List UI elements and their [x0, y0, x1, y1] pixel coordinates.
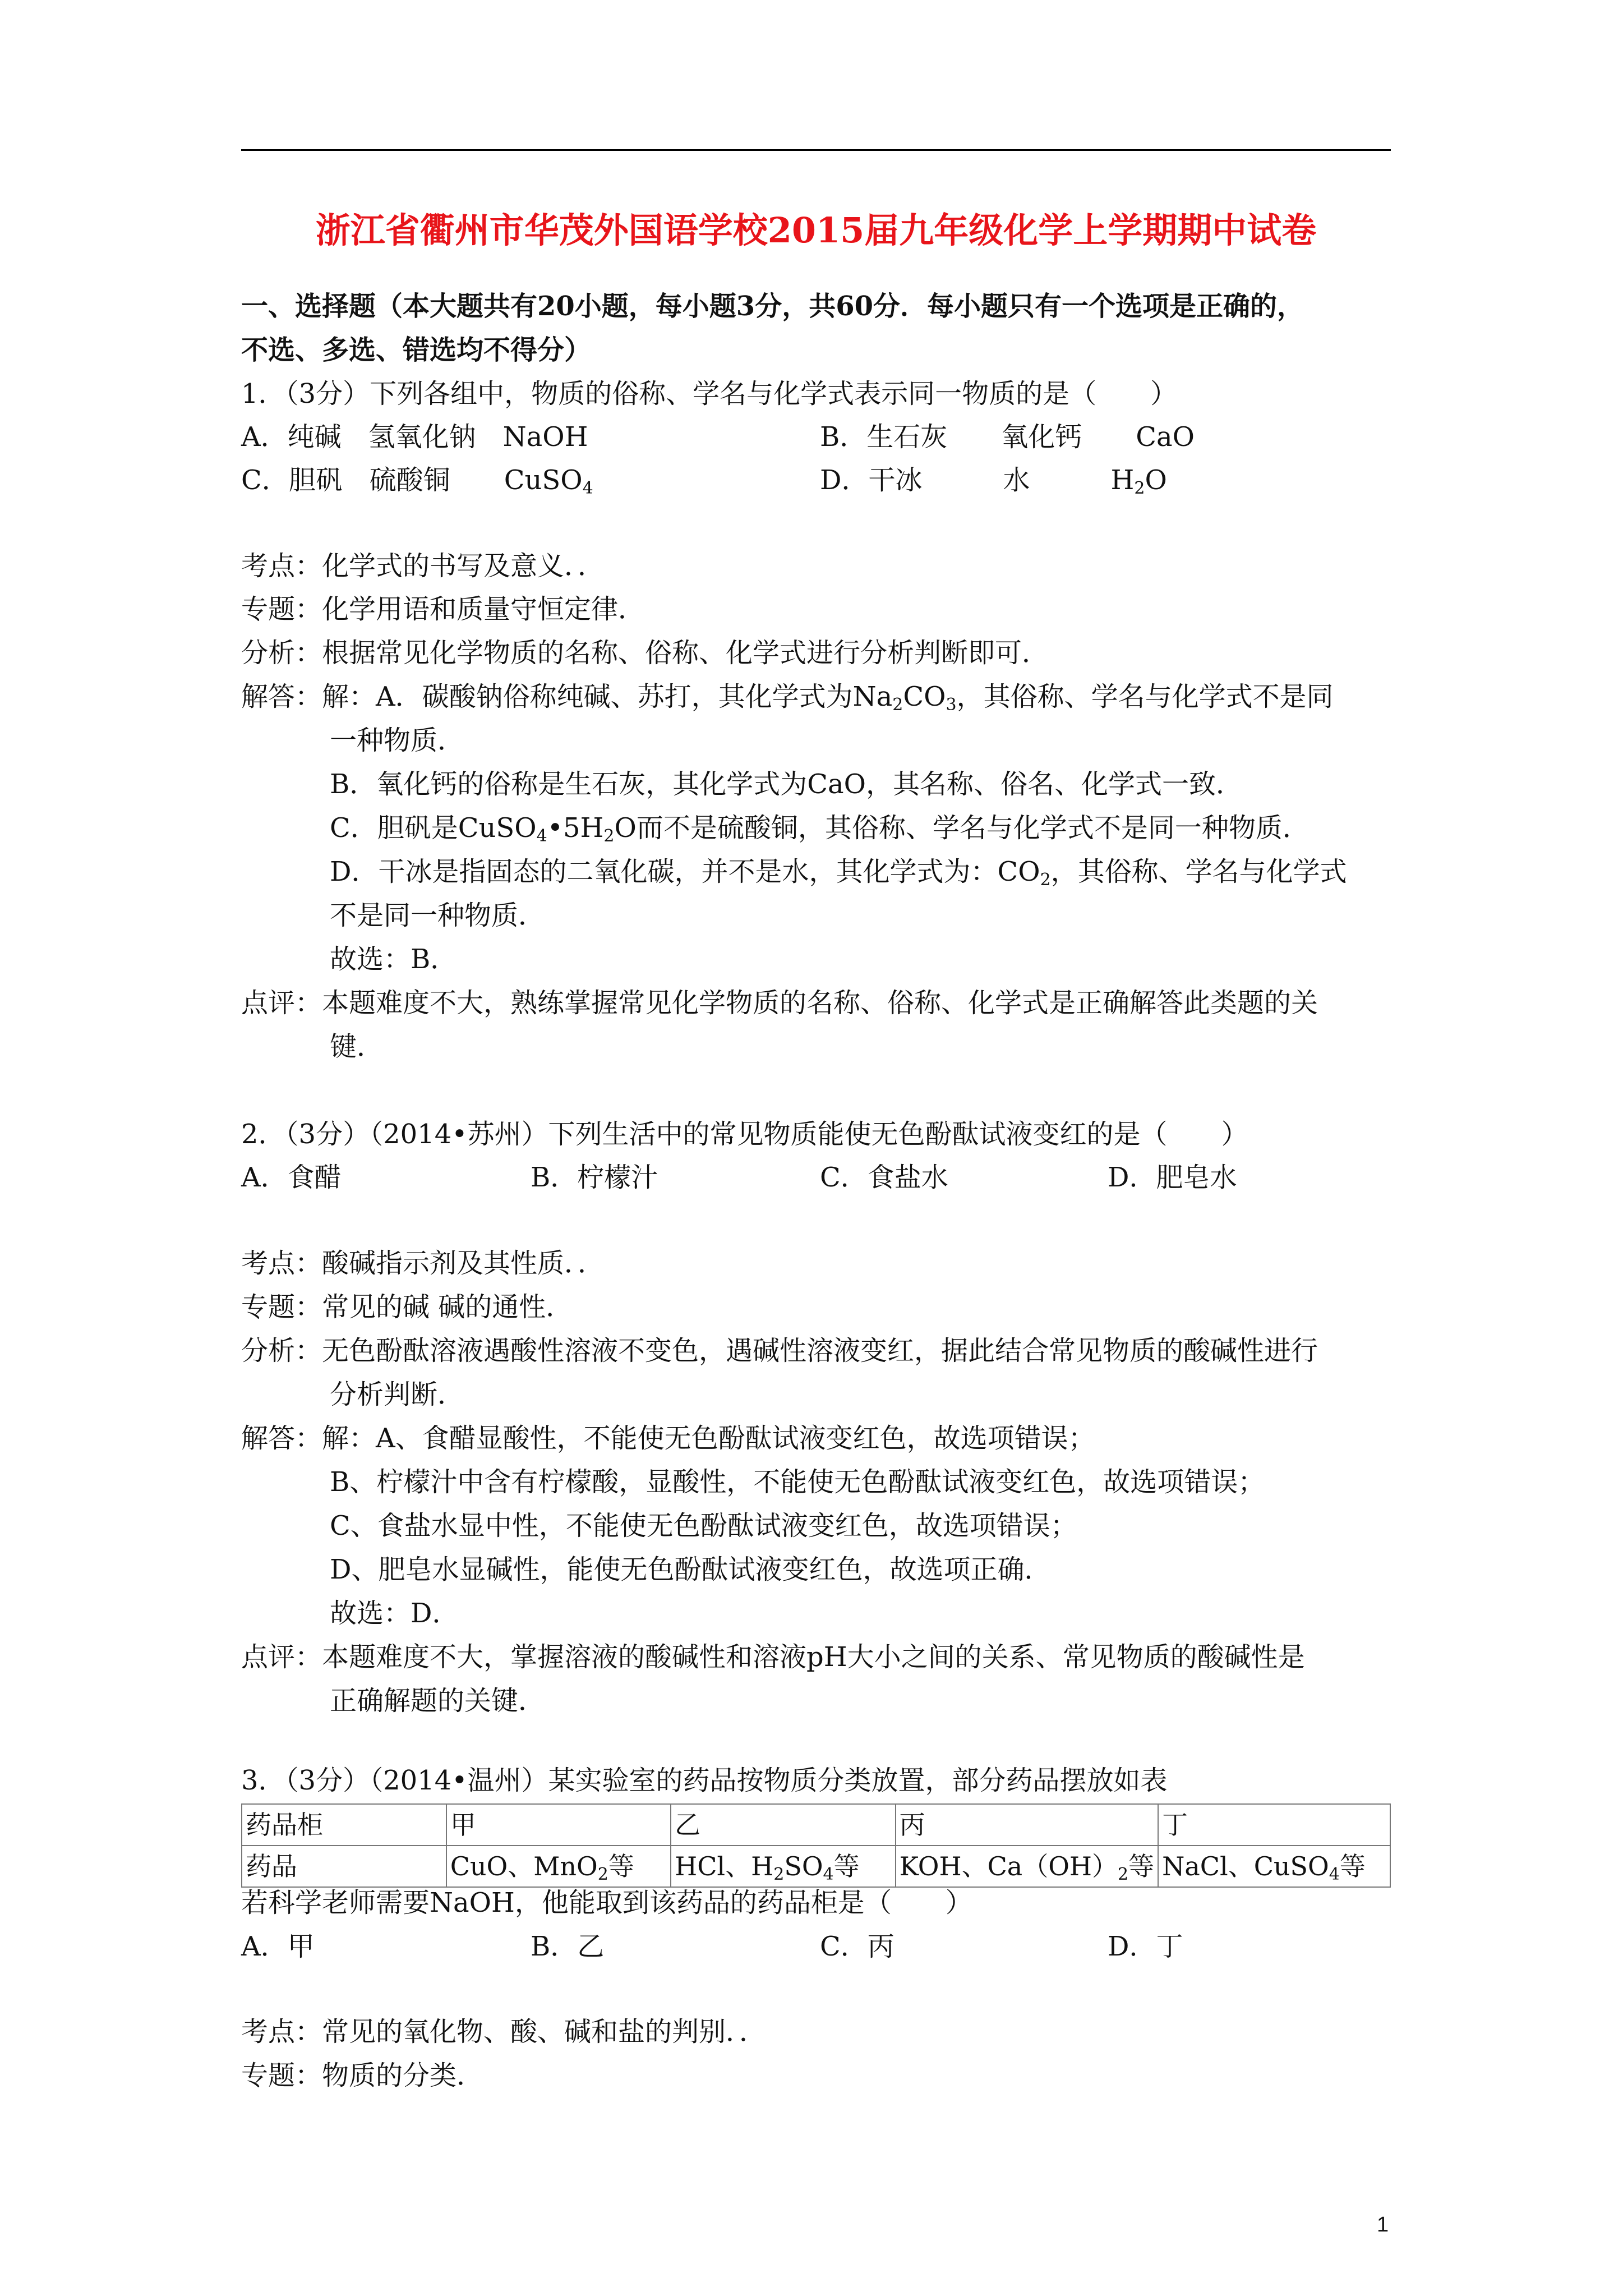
section-heading-line2: 不选、多选、错选均不得分） [241, 334, 592, 366]
q2-answer-line1: 解答：解：A、食醋显酸性，不能使无色酚酞试液变红色，故选项错误； [241, 1423, 1095, 1454]
q3-option-a: A．甲 [241, 1931, 315, 1962]
q3-option-d: D．丁 [1108, 1931, 1183, 1962]
table-header-cell: 甲 [446, 1804, 671, 1846]
q1-option-a: A．纯碱 氢氧化钠 NaOH [241, 421, 588, 453]
q3-question: 若科学老师需要NaOH，他能取到该药品的药品柜是（ ） [241, 1887, 972, 1918]
q2-analysis-line1: 分析：无色酚酞溶液遇酸性溶液不变色，遇碱性溶液变红，据此结合常见物质的酸碱性进行 [241, 1335, 1318, 1366]
q1-answer-line5: D．干冰是指固态的二氧化碳，并不是水，其化学式为：$CO_2$，其俗称、学名与化学式 [330, 856, 1347, 890]
q1-option-d: D．干冰 水 $H_2O$ [820, 464, 1167, 498]
table-cell: CuO、MnO$_2$等 [446, 1846, 671, 1887]
table-row [242, 1846, 1390, 1887]
table-cell: KOH、$Ca(OH)_2$等 [896, 1846, 1159, 1887]
q1-option-b: B．生石灰 氧化钙 CaO [820, 421, 1195, 453]
q1-answer-line2: 一种物质． [330, 725, 465, 756]
table-cell: HCl、$H_2SO_4$等 [671, 1846, 896, 1887]
reagent-cabinet-table [241, 1803, 1391, 1888]
q1-answer-choice: 故选：B． [330, 944, 458, 975]
q1-analysis: 分析：根据常见化学物质的名称、俗称、化学式进行分析判断即可． [241, 637, 1049, 669]
q3-stem: 3．（3分）（2014•温州）某实验室的药品按物质分类放置，部分药品摆放如表 [241, 1765, 1168, 1796]
table-cell: 药品 [242, 1846, 446, 1887]
q2-answer-line3: C、食盐水显中性，不能使无色酚酞试液变红色，故选项错误； [330, 1510, 1077, 1542]
q1-option-c: C．胆矾 硫酸铜 CuSO$_4$ [241, 464, 593, 498]
q2-stem: 2．（3分）（2014•苏州）下列生活中的常见物质能使无色酚酞试液变红的是（ ） [241, 1119, 1248, 1150]
table-header-cell: 丁 [1158, 1804, 1390, 1846]
table-header-cell: 丙 [896, 1804, 1159, 1846]
q2-answer-line4: D、肥皂水显碱性，能使无色酚酞试液变红色，故选项正确． [330, 1554, 1052, 1585]
q1-comment-line1: 点评：本题难度不大，熟练掌握常见化学物质的名称、俗称、化学式是正确解答此类题的关 [241, 987, 1318, 1019]
section-heading-line1: 一、选择题（本大题共有20小题，每小题3分，共60分．每小题只有一个选项是正确的， [241, 291, 1304, 322]
table-header-cell: 乙 [671, 1804, 896, 1846]
q3-option-b: B．乙 [531, 1931, 605, 1962]
q3-option-c: C．丙 [820, 1931, 895, 1962]
table-header-row [242, 1804, 1390, 1846]
q1-stem: 1．（3分）下列各组中，物质的俗称、学名与化学式表示同一物质的是（ ） [241, 378, 1178, 409]
q2-option-a: A．食醋 [241, 1162, 342, 1193]
q2-comment-line1: 点评：本题难度不大，掌握溶液的酸碱性和溶液pH大小之间的关系、常见物质的酸碱性是 [241, 1641, 1305, 1673]
q2-answer-choice: 故选：D． [330, 1598, 459, 1629]
q1-topic: 专题：化学用语和质量守恒定律． [241, 593, 645, 625]
q3-topic: 专题：物质的分类． [241, 2060, 484, 2091]
q2-point: 考点：酸碱指示剂及其性质．． [241, 1248, 605, 1279]
q2-comment-line2: 正确解题的关键． [330, 1685, 546, 1717]
table-header-cell: 药品柜 [242, 1804, 446, 1846]
q2-option-c: C．食盐水 [820, 1162, 948, 1193]
q2-option-b: B．柠檬汁 [531, 1162, 658, 1193]
q1-answer-line1: 解答：解：A．碳酸钠俗称纯碱、苏打，其化学式为$Na_2CO_3$，其俗称、学名与化学式不是同 [241, 681, 1334, 715]
q2-analysis-line2: 分析判断． [330, 1379, 465, 1410]
q2-answer-line2: B、柠檬汁中含有柠檬酸，显酸性，不能使无色酚酞试液变红色，故选项错误； [330, 1466, 1265, 1498]
q1-point: 考点：化学式的书写及意义．． [241, 550, 605, 582]
q2-topic: 专题：常见的碱 碱的通性． [241, 1291, 573, 1323]
q1-answer-line6: 不是同一种物质． [330, 900, 546, 931]
page-number: 1 [1377, 2213, 1389, 2237]
header-rule [241, 149, 1391, 151]
table-cell: NaCl、CuSO$_4$等 [1158, 1846, 1390, 1887]
q1-answer-line3: B．氧化钙的俗称是生石灰，其化学式为CaO，其名称、俗名、化学式一致． [330, 769, 1243, 800]
page-title: 浙江省衢州市华茂外国语学校2015届九年级化学上学期期中试卷 [315, 210, 1317, 251]
q3-point: 考点：常见的氧化物、酸、碱和盐的判别．． [241, 2016, 767, 2047]
q2-option-d: D．肥皂水 [1108, 1162, 1237, 1193]
q1-answer-line4: C．胆矾是$CuSO_4•5H_2O$而不是硫酸铜，其俗称、学名与化学式不是同一种物质． [330, 812, 1310, 846]
q1-comment-line2: 键． [330, 1031, 384, 1062]
